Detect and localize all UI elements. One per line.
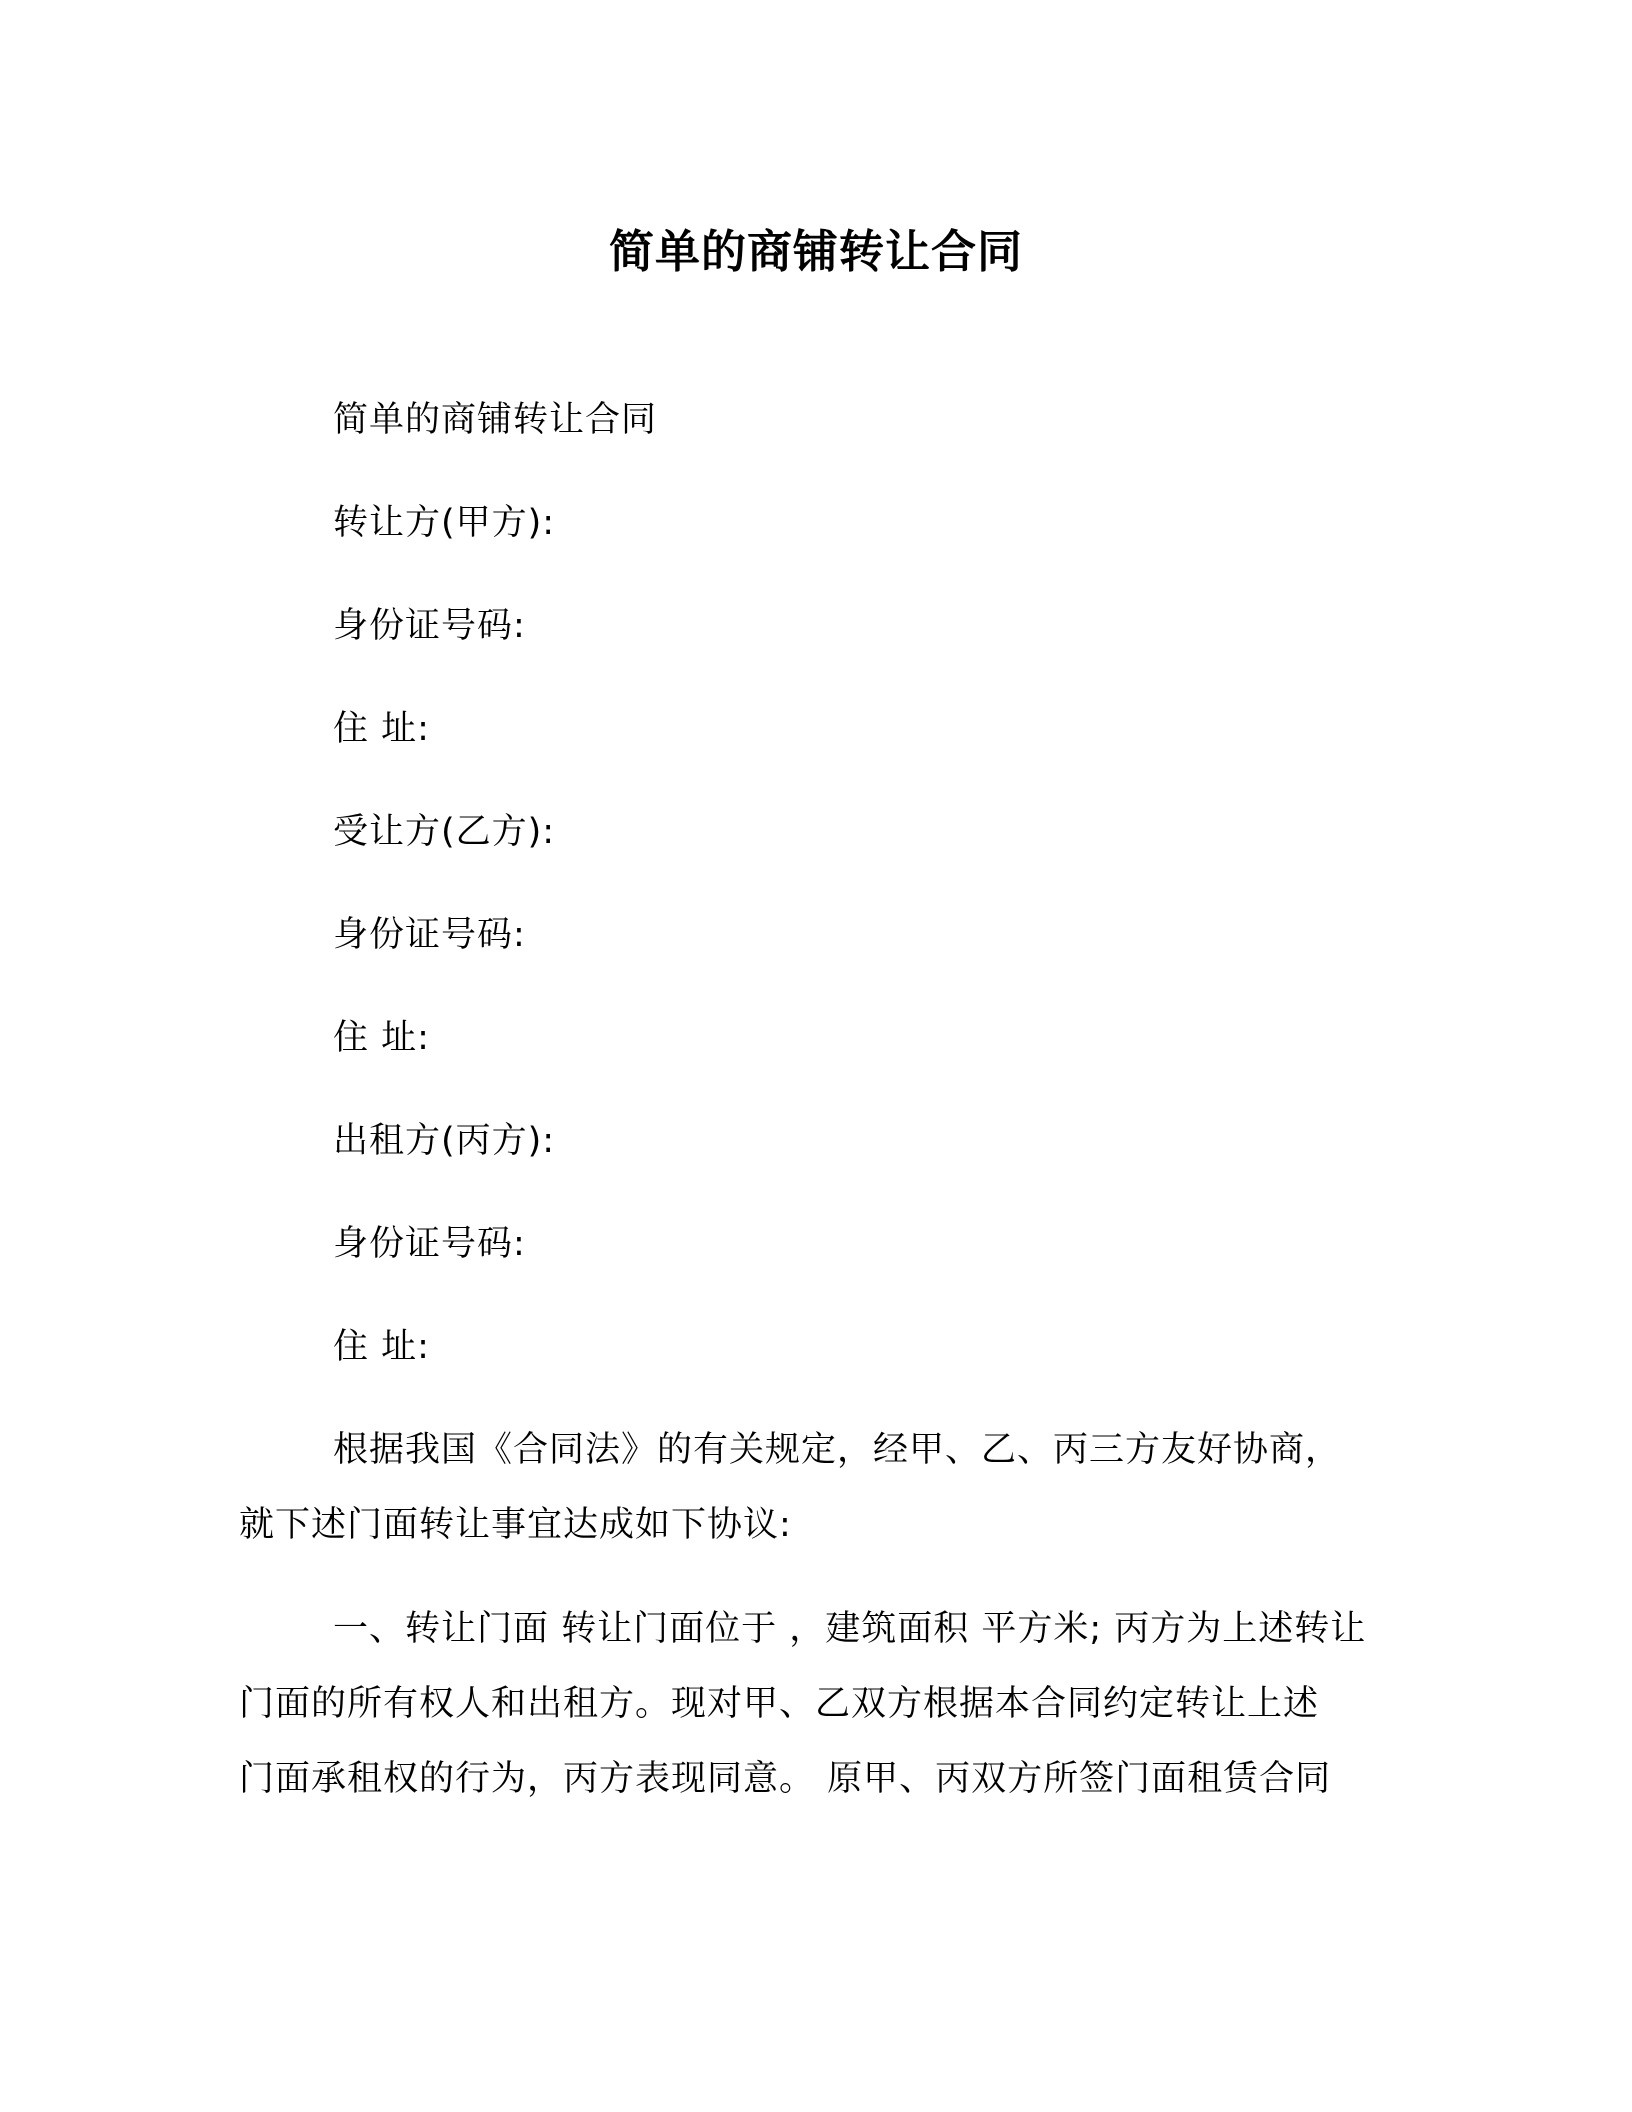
clause-1-paragraph (239, 1605, 1389, 1803)
clause-1-line-1: 一、转让门面 转让门面位于 ，建筑面积 平方米; 丙方为上述转让 (333, 1609, 1367, 1649)
clause-1-line-3: 门面承租权的行为，丙方表现同意。 原甲、丙双方所签门面租赁合同 (239, 1759, 1332, 1799)
clause-1-line-2: 门面的所有权人和出租方。现对甲、乙双方根据本合同约定转让上述 (239, 1684, 1320, 1724)
party-a-id-label: 身份证号码: (333, 606, 526, 646)
party-a-address-label: 住 址: (333, 709, 430, 749)
preamble-paragraph (239, 1426, 1389, 1549)
party-b-address-label: 住 址: (333, 1018, 430, 1058)
party-b-label: 受让方(乙方): (333, 812, 556, 852)
party-a-label: 转让方(甲方): (333, 503, 556, 543)
party-c-id-label: 身份证号码: (333, 1224, 526, 1264)
preamble-line-2: 就下述门面转让事宜达成如下协议: (239, 1505, 792, 1545)
document-subtitle: 简单的商铺转让合同 (333, 400, 658, 440)
party-c-label: 出租方(丙方): (333, 1121, 556, 1161)
preamble-line-1: 根据我国《合同法》的有关规定，经甲、乙、丙三方友好协商， (333, 1430, 1342, 1470)
document-title: 简单的商铺转让合同 (608, 225, 1023, 278)
party-b-id-label: 身份证号码: (333, 915, 526, 955)
party-c-address-label: 住 址: (333, 1327, 430, 1367)
